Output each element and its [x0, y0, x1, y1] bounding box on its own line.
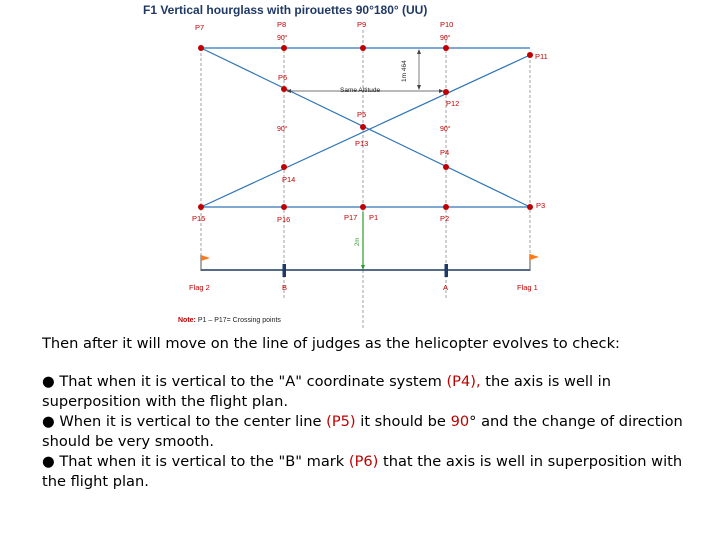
bullet-3-point-ref: (P6) [348, 453, 379, 470]
point-p12 [443, 89, 449, 95]
bullet-2 [42, 412, 692, 452]
mark-b-label: B [282, 283, 288, 292]
bullet-1-marker: ● [42, 373, 55, 390]
angle-p10: 90° [440, 35, 451, 42]
label-p17: P17 [344, 213, 358, 222]
ground-gap-label: 2m [355, 237, 361, 246]
label-p3: P3 [536, 201, 546, 210]
bullet-1 [42, 372, 692, 412]
point-p3 [527, 204, 533, 210]
bullet-3-marker: ● [42, 453, 55, 470]
bullet-1-text-3: the axis is well in superposition with the flight plan. [42, 373, 611, 410]
point-p10 [443, 45, 449, 51]
ground-arrow-bottom [361, 265, 365, 270]
label-p7: P7 [195, 23, 205, 32]
height-label: 1m 464 [401, 60, 408, 82]
point-p16 [281, 204, 287, 210]
label-p4: P4 [440, 148, 450, 157]
flag-2-label: Flag 2 [189, 283, 210, 292]
bullet-1-a-mark: "A" [278, 373, 302, 390]
label-p13: P13 [355, 139, 369, 148]
bullet-3-text-2: mark [301, 453, 349, 470]
intro-text: Then after it will move on the line of judges as the helicopter evolves to check: [42, 335, 620, 352]
bullet-1-point-ref: (P4), [446, 373, 481, 390]
point-p2 [443, 204, 449, 210]
note-text: P1 – P17= Crossing points [197, 317, 281, 324]
angle-right-mid: 90° [440, 126, 451, 133]
diagram-title: F1 Vertical hourglass with pirouettes 90°180° (UU) [143, 3, 428, 17]
label-p12: P12 [446, 99, 460, 108]
point-p6 [281, 86, 287, 92]
mark-a-label: A [443, 283, 449, 292]
label-p5: P5 [357, 110, 367, 119]
label-p15: P15 [192, 214, 206, 223]
reference-lines [201, 30, 530, 330]
note-key: Note: [178, 317, 196, 324]
bullet-3-text-3: that the axis is well in superposition with the flight plan. [42, 453, 683, 490]
point-p14 [281, 164, 287, 170]
label-p14: P14 [282, 175, 296, 184]
note [178, 317, 281, 324]
point-p8 [281, 45, 287, 51]
label-p2: P2 [440, 214, 450, 223]
point-p7 [198, 45, 204, 51]
point-p11 [527, 52, 533, 58]
bullet-3-b-mark: "B" [278, 453, 302, 470]
point-p15 [198, 204, 204, 210]
same-altitude-label: Same Altitude [340, 87, 381, 94]
label-p11: P11 [535, 52, 548, 61]
flag-1-label: Flag 1 [517, 283, 538, 292]
bullet-2-text-3: ° and the change of direction should be very smooth. [42, 413, 683, 450]
bullet-1-text-2: coordinate system [301, 373, 447, 390]
label-p16: P16 [277, 215, 291, 224]
label-p8: P8 [277, 20, 287, 29]
bullet-3-text: That when it is vertical to the [54, 453, 279, 470]
marker-b [283, 264, 287, 277]
path-p11-p15 [201, 55, 530, 207]
label-p1: P1 [369, 213, 379, 222]
flag-2 [201, 255, 210, 271]
bullet-2-text-2: it should be [355, 413, 451, 430]
bullet-1-text: That when it is vertical to the [54, 373, 279, 390]
label-p9: P9 [357, 20, 367, 29]
height-arrow-bottom [417, 85, 421, 90]
marker-a [445, 264, 449, 277]
height-arrow-top [417, 49, 421, 54]
point-p5 [360, 124, 366, 130]
bullet-2-angle: 90 [450, 413, 470, 430]
angle-left-mid: 90° [277, 126, 288, 133]
point-p1 [360, 204, 366, 210]
description [42, 334, 692, 492]
label-p10: P10 [440, 20, 454, 29]
flag-1 [530, 254, 539, 271]
angle-p8: 90° [277, 35, 288, 42]
bullet-2-marker: ● [42, 413, 55, 430]
point-p9 [360, 45, 366, 51]
point-p4 [443, 164, 449, 170]
bullet-3 [42, 452, 692, 492]
bullet-2-text: When it is vertical to the center line [54, 413, 327, 430]
bullet-2-point-ref: (P5) [326, 413, 356, 430]
label-p6: P6 [278, 73, 288, 82]
